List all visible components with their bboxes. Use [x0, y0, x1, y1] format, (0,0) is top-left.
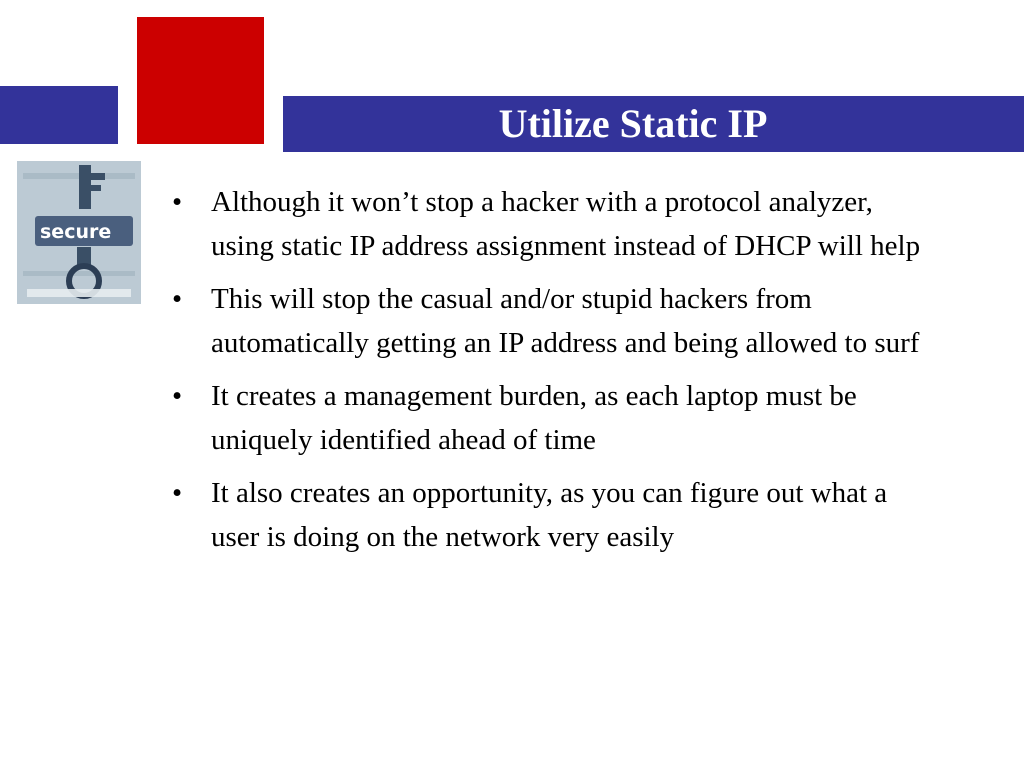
- bullet-item: [168, 180, 928, 268]
- bullet-text: This will stop the casual and/or stupid hackers from automatically getting an IP address and being allowed to surf: [211, 283, 920, 359]
- secure-key-icon: [17, 161, 141, 304]
- bullet-text: It creates a management burden, as each laptop must be uniquely identified ahead of time: [211, 380, 857, 456]
- header-band-left: [0, 86, 118, 144]
- bullet-dot: •: [172, 186, 183, 218]
- bullet-item: [168, 277, 928, 365]
- bullet-item: [168, 471, 928, 559]
- bullet-text: Although it won’t stop a hacker with a protocol analyzer, using static IP address assignment instead of DHCP will help: [211, 186, 921, 262]
- bullet-dot: •: [172, 477, 183, 509]
- bullet-text: It also creates an opportunity, as you can figure out what a user is doing on the network very easily: [211, 477, 888, 553]
- bullet-item: [168, 374, 928, 462]
- slide-title: Utilize Static IP: [498, 101, 768, 146]
- bullet-dot: •: [172, 283, 183, 315]
- red-accent-square: [137, 17, 264, 144]
- photo-label: secure: [40, 221, 112, 243]
- secure-key-photo: [17, 161, 141, 304]
- bullet-list: [168, 180, 928, 568]
- bullet-dot: •: [172, 380, 183, 412]
